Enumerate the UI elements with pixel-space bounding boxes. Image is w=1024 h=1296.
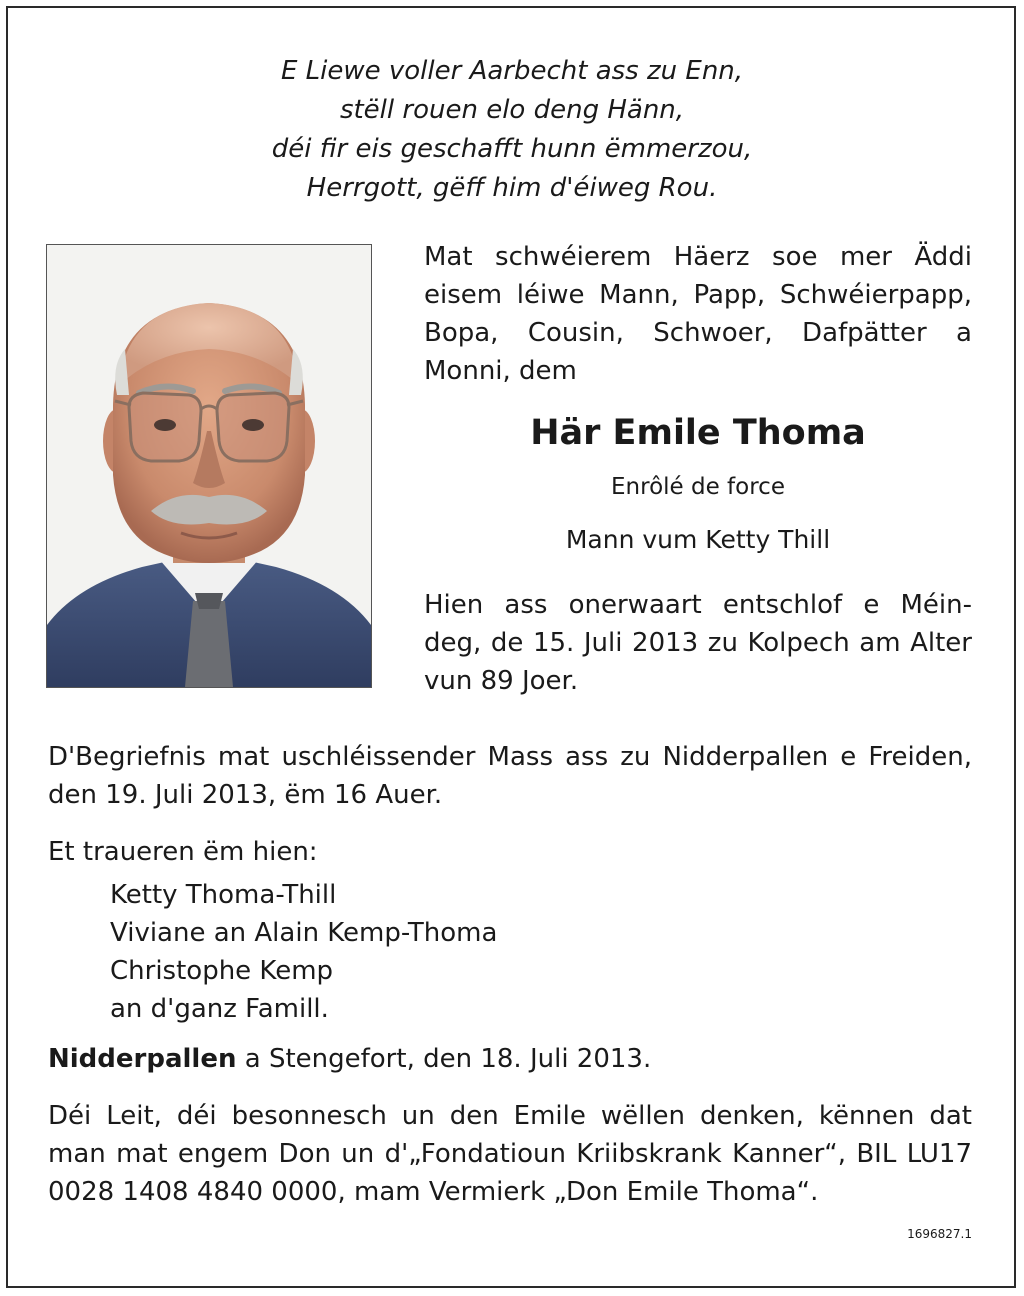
mourner-item: Christophe Kemp [110,956,334,986]
deceased-name: Här Emile Thoma [530,413,866,453]
funeral-line: den 19. Juli 2013, ëm 16 Auer. [48,780,443,810]
intro-line: eisem léiwe Mann, Papp, Schwéierpapp, [424,280,972,310]
poem-line: E Liewe voller Aarbecht ass zu Enn, [280,56,744,86]
death-line: vun 89 Joer. [424,666,579,696]
poem-line: Herrgott, gëff him d'éiweg Rou. [306,173,718,203]
reference-number: 1696827.1 [907,1227,972,1241]
mourner-item: Ketty Thoma-Thill [110,880,337,910]
mourners-list [110,876,497,1028]
poem-line: déi fir eis geschafft hunn ëmmerzou, [271,134,753,164]
portrait-photo [46,244,372,688]
death-line: Hien ass onerwaart entschlof e Méin- [424,590,972,620]
place-date-line [48,1040,651,1078]
funeral-line: D'Begriefnis mat uschléissender Mass ass zu Nidderpallen e Freiden, [48,742,972,772]
poem-line: stëll rouen elo deng Hänn, [339,95,685,125]
death-line: deg, de 15. Juli 2013 zu Kolpech am Alter [424,628,972,658]
intro-line: Bopa, Cousin, Schwoer, Dafpätter a [424,318,972,348]
funeral-paragraph [48,738,972,814]
intro-paragraph [424,238,972,390]
place-date: a Stengefort, den 18. Juli 2013. [236,1044,652,1074]
mourners-heading: Et traueren ëm hien: [48,837,318,867]
memorial-poem [0,52,1024,208]
spouse-line: Mann vum Ketty Thill [565,525,831,554]
donation-line: Déi Leit, déi besonnesch un den Emile wëllen denken, kënnen dat [48,1101,972,1131]
death-paragraph [424,586,972,700]
donation-paragraph [48,1097,972,1211]
mourner-item: Viviane an Alain Kemp-Thoma [110,918,498,948]
place-town: Nidderpallen [48,1044,237,1074]
deceased-title: Enrôlé de force [611,474,785,500]
mourner-item: an d'ganz Famill. [110,994,329,1024]
intro-line: Monni, dem [424,356,577,386]
donation-line: 0028 1408 4840 0000, mam Vermierk „Don Emile Thoma“. [48,1177,819,1207]
intro-line: Mat schwéierem Häerz soe mer Äddi [424,242,972,272]
donation-line: man mat engem Don un d'„Fondatioun Kriibskrank Kanner“, BIL LU17 [48,1139,972,1169]
